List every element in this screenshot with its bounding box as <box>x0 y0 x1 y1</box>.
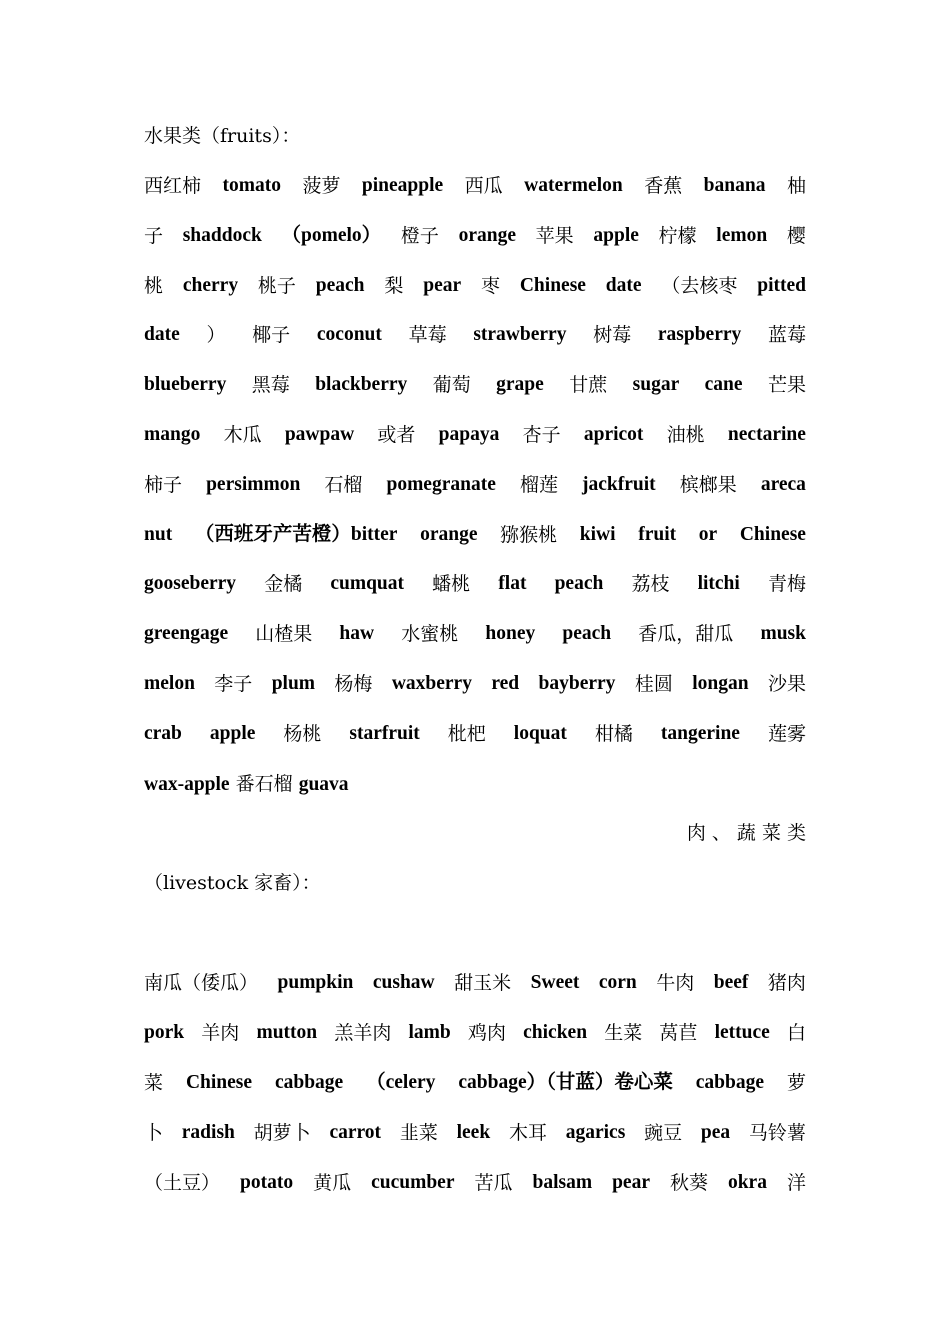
fruits-line: blueberry 黑莓 blackberry 葡萄 grape 甘蔗 sugar cane 芒果 <box>144 374 806 397</box>
veg-line: 南瓜（倭瓜） pumpkin cushaw 甜玉米 Sweet corn 牛肉 beef 猪肉 <box>144 972 806 994</box>
meat-vegetable-heading: 肉 、 蔬 菜 类 <box>686 822 806 844</box>
fruits-line: gooseberry 金橘 cumquat 蟠桃 flat peach 荔枝 litchi 青梅 <box>144 573 806 596</box>
fruits-line: wax-apple 番石榴 guava <box>144 772 349 795</box>
livestock-heading: （livestock 家畜）： <box>144 872 321 894</box>
fruits-line: crab apple 杨桃 starfruit 枇杷 loquat 柑橘 tangerine 莲雾 <box>144 722 806 745</box>
veg-line: 菜 Chinese cabbage （celery cabbage）（甘蓝）卷心菜 cabbage 萝 <box>144 1072 806 1094</box>
fruits-heading: 水果类（fruits）： <box>144 125 301 147</box>
fruits-line: greengage 山楂果 haw 水蜜桃 honey peach 香瓜，甜瓜 musk <box>144 623 806 646</box>
fruits-line: 西红柿 tomato 菠萝 pineapple 西瓜 watermelon 香蕉 banana 柚 <box>144 175 806 197</box>
fruits-line: melon 李子 plum 杨梅 waxberry red bayberry 桂圆 longan 沙果 <box>144 673 806 695</box>
veg-line: pork 羊肉 mutton 羔羊肉 lamb 鸡肉 chicken 生菜 莴苣 lettuce 白 <box>144 1022 806 1044</box>
fruits-line: date ） 椰子 coconut 草莓 strawberry 树莓 raspberry 蓝莓 <box>144 324 806 347</box>
fruits-line: 子 shaddock （pomelo） 橙子 orange 苹果 apple 柠檬 lemon 樱 <box>144 224 806 247</box>
fruits-line: 柿子 persimmon 石榴 pomegranate 榴莲 jackfruit 槟榔果 areca <box>144 473 806 496</box>
veg-line: （土豆） potato 黄瓜 cucumber 苦瓜 balsam pear 秋葵 okra 洋 <box>144 1172 806 1194</box>
fruits-line: mango 木瓜 pawpaw 或者 papaya 杏子 apricot 油桃 nectarine <box>144 424 806 446</box>
veg-line: 卜 radish 胡萝卜 carrot 韭菜 leek 木耳 agarics 豌豆 pea 马铃薯 <box>144 1122 806 1144</box>
fruits-line: nut （西班牙产苦橙）bitter orange 猕猴桃 kiwi fruit or Chinese <box>144 523 806 546</box>
fruits-line: 桃 cherry 桃子 peach 梨 pear 枣 Chinese date （去核枣 pitted <box>144 274 806 297</box>
